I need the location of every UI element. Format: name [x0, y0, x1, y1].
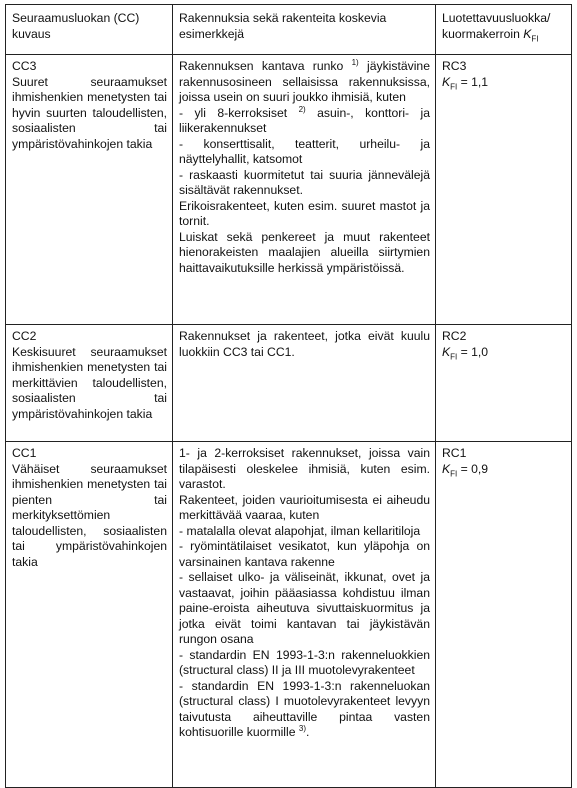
- class-code: CC1: [12, 446, 37, 460]
- footnote-marker-3: 3): [298, 723, 307, 733]
- example-paragraph: Rakennukset ja rakenteet, jotka eivät kuulu luokkiin CC3 tai CC1.: [179, 329, 430, 359]
- class-description: Vähäiset seuraamukset ihmishenkien menetysten tai pienten tai merkityksettömien taloudellisten, sosiaalisten tai ympäristövahinkojen takia: [12, 461, 167, 569]
- load-factor: [442, 462, 566, 478]
- table-row: [6, 442, 572, 788]
- header-examples-text: Rakennuksia sekä rakenteita koskevia esimerkkejä: [179, 11, 387, 41]
- reliability-class: RC1: [442, 446, 467, 460]
- example-item: - standardin EN 1993-1-3:n rakenneluokkien (structural class) II ja III muotolevyrakenteet: [179, 647, 430, 677]
- class-code: CC3: [12, 59, 37, 73]
- example-item-text: - standardin EN 1993-1-3:n rakenneluokan (structural class) I muotolevyrakenteet levyyn taivutusta aiheuttaville pintaa vasten kohtisuorille kuormille: [179, 678, 430, 739]
- table-header-row: [6, 5, 572, 55]
- consequence-class-table: [5, 4, 572, 788]
- header-reliability-class: [436, 5, 572, 55]
- reliability-cell-cc1: [436, 442, 572, 788]
- example-intro: [179, 59, 430, 106]
- example-paragraph: 1- ja 2-kerroksiset rakennukset, joissa vain tilapäisesti oleskelee ihmisiä, kuten esim. varastot.: [179, 446, 430, 491]
- k-symbol: K: [442, 461, 451, 476]
- header-consequence-class: [6, 5, 173, 55]
- k-value: = 1,0: [457, 344, 489, 359]
- example-item: - raskaasti kuormitetut tai suuria jännevälejä sisältävät rakennukset.: [179, 167, 430, 197]
- k-value: = 1,1: [457, 74, 489, 89]
- load-factor: [442, 75, 566, 91]
- reliability-cell-cc2: [436, 325, 572, 442]
- reliability-cell-cc3: [436, 55, 572, 325]
- example-item: - ryömintätilaiset vesikatot, kun yläpohja on varsinainen kantava rakenne: [179, 539, 430, 569]
- example-paragraph: Erikoisrakenteet, kuten esim. suuret mastot ja tornit.: [179, 198, 430, 228]
- example-paragraph: Luiskat sekä penkereet ja muut rakenteet hienorakeisten maalajien alueilla siirtymien haittavaikutuksille herkissä ympäristöissä.: [179, 229, 430, 275]
- examples-cell-cc1: [173, 442, 436, 788]
- header-k-symbol: K: [523, 26, 532, 41]
- example-paragraph: Rakenteet, joiden vaurioitumisesta ei aiheudu merkittävää vaaraa, kuten: [179, 492, 430, 522]
- class-cell-cc3: [6, 55, 173, 325]
- example-item-text-cont: .: [306, 725, 310, 739]
- k-subscript: FI: [450, 468, 458, 478]
- example-intro-text: Rakennuksen kantava runko: [179, 59, 344, 73]
- example-item: - matalalla olevat alapohjat, ilman kellaritiloja: [179, 523, 421, 538]
- k-symbol: K: [442, 74, 451, 89]
- header-consequence-class-text: Seuraamusluokan (CC) kuvaus: [12, 11, 140, 41]
- class-description: Suuret seuraamukset ihmishenkien menetysten tai hyvin suurten taloudellisten, sosiaalisten tai ympäristövahinkojen takia: [12, 74, 167, 151]
- example-item-text-cont: asuin-, konttori- ja liikerakennukset: [179, 105, 430, 135]
- class-cell-cc1: [6, 442, 173, 788]
- example-item: [179, 679, 430, 741]
- class-cell-cc2: [6, 325, 173, 442]
- example-item: [179, 106, 430, 137]
- k-value: = 0,9: [457, 461, 489, 476]
- class-description: Keskisuuret seuraamukset ihmishenkien menetysten tai merkittävien taloudellisten, sosiaalisten tai ympäristövahinkojen takia: [12, 344, 167, 421]
- examples-cell-cc2: [173, 325, 436, 442]
- table-row: [6, 325, 572, 442]
- footnote-marker-1: 1): [351, 57, 359, 67]
- header-reliability-class-text: Luotettavuusluokka/ kuormakerroin: [442, 11, 551, 41]
- header-k-subscript: FI: [531, 33, 539, 43]
- example-item: - sellaiset ulko- ja väliseinät, ikkunat, ovet ja vastaavat, joihin pääasiassa kohdistuu ilman paine-eroista aiheutuva sivuttaiskuormitus ja jotka eivät toimi kantavan tai jäykistävän rungon osana: [179, 570, 430, 646]
- example-item: - konserttisalit, teatterit, urheilu- ja näyttelyhallit, katsomot: [179, 136, 430, 166]
- table-row: [6, 55, 572, 325]
- k-symbol: K: [442, 344, 451, 359]
- header-examples: [173, 5, 436, 55]
- example-intro-text-cont: jäykistävine rakennusosineen sellaisissa rakennuksissa, joissa usein on suuri joukko ihmisiä, kuten: [179, 59, 430, 104]
- load-factor: [442, 345, 566, 361]
- class-code: CC2: [12, 329, 37, 343]
- examples-cell-cc3: [173, 55, 436, 325]
- k-subscript: FI: [450, 351, 458, 361]
- reliability-class: RC3: [442, 59, 467, 73]
- example-item-text: - yli 8-kerroksiset: [179, 105, 288, 120]
- reliability-class: RC2: [442, 329, 467, 343]
- footnote-marker-2: 2): [298, 104, 306, 114]
- k-subscript: FI: [450, 81, 458, 91]
